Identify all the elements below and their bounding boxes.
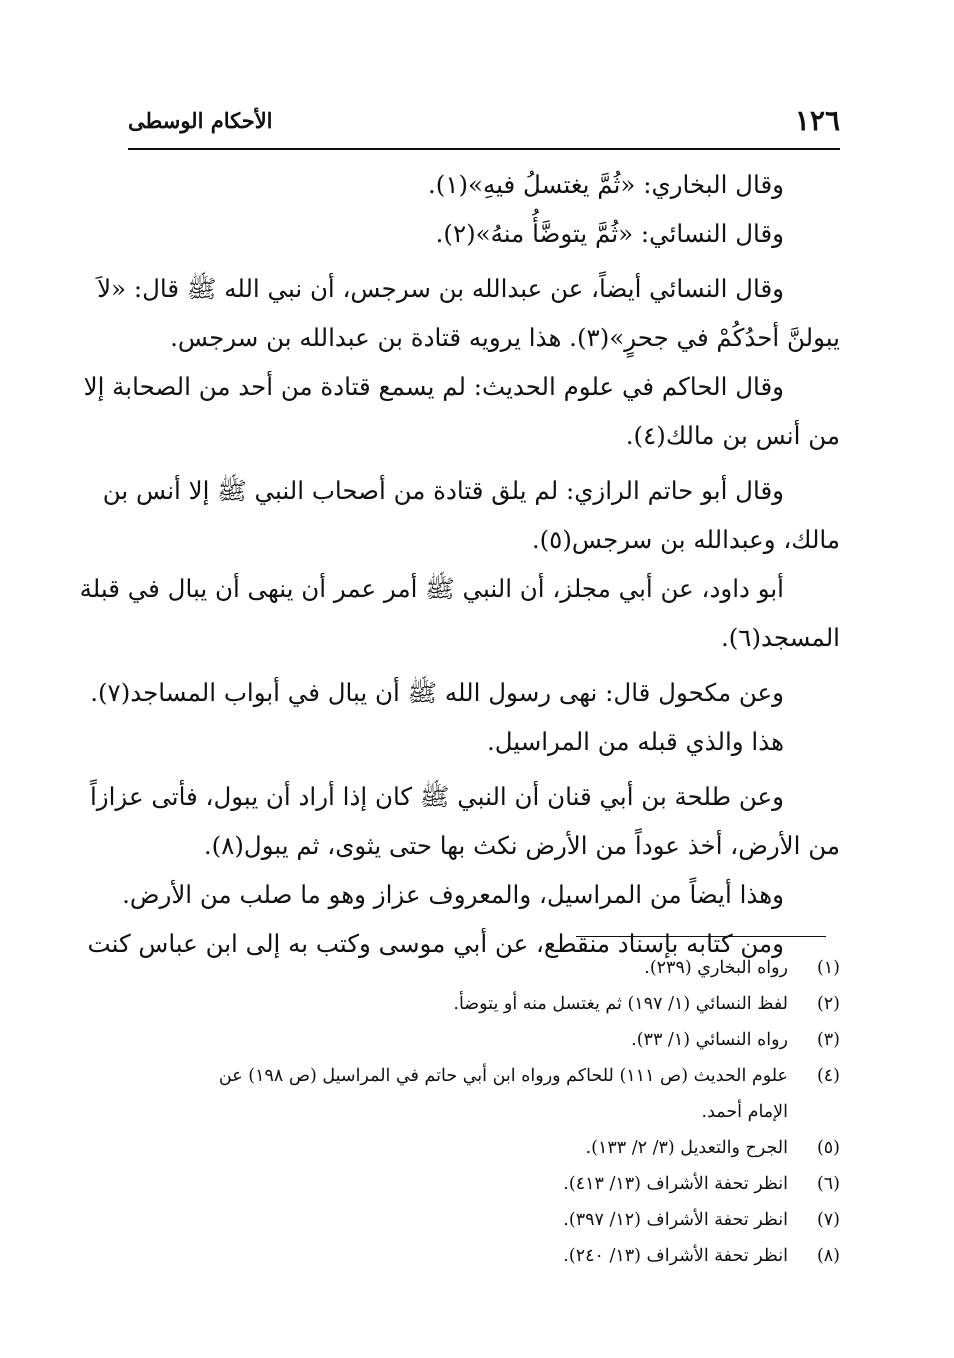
footnote: [128, 1238, 840, 1274]
footnote-text: رواه النسائي (١/ ٣٣).: [631, 1030, 788, 1050]
footnote-text: انظر تحفة الأشراف (١٢/ ٣٩٧).: [563, 1210, 788, 1230]
footnote-text: الجرح والتعديل (٣/ ٢/ ١٣٣).: [585, 1138, 788, 1158]
text-line: وعن طلحة بن أبي قنان أن النبي ﷺ كان إذا أراد أن يبول، فأتى عزازاً: [89, 782, 784, 811]
text-line: هذا والذي قبله من المراسيل.: [486, 727, 784, 756]
footnote-number: (٨): [816, 1246, 840, 1266]
footnote-number: (٦): [816, 1174, 840, 1194]
footnote: [128, 1058, 840, 1094]
footnote-number: (٤): [816, 1066, 840, 1086]
footnote-text: انظر تحفة الأشراف (١٣/ ٢٤٠).: [563, 1246, 788, 1266]
footnote: [128, 950, 840, 986]
text-line: من الأرض، أخذ عوداً من الأرض نكث بها حتى يثوى، ثم يبول(٨).: [203, 831, 840, 860]
text-line: مالك، وعبدالله بن سرجس(٥).: [531, 525, 840, 554]
footnote-continuation: الإمام أحمد.: [701, 1102, 788, 1122]
footnote: [128, 1166, 840, 1202]
footnote-text: رواه البخاري (٢٣٩).: [644, 958, 788, 978]
page-number: ١٢٦: [794, 104, 840, 137]
running-title: الأحكام الوسطى: [128, 108, 273, 133]
text-line: وقال النسائي: «ثُمَّ يتوضَّأُ منهُ»(٢).: [435, 219, 784, 248]
footnote-number: (٣): [816, 1030, 840, 1050]
footnote: [128, 1202, 840, 1238]
text-line: أبو داود، عن أبي مجلز، أن النبي ﷺ أمر عمر أن ينهى أن يبال في قبلة: [79, 574, 784, 603]
footnote-number: (٥): [816, 1138, 840, 1158]
text-line: وقال الحاكم في علوم الحديث: لم يسمع قتادة من أحد من الصحابة إلا: [83, 372, 784, 401]
footnote-number: (٧): [816, 1210, 840, 1230]
text-line: وقال البخاري: «ثُمَّ يغتسلُ فيهِ»(١).: [427, 170, 784, 199]
footnotes: [128, 950, 840, 1274]
page-header: [128, 102, 840, 150]
footnote: [128, 986, 840, 1022]
text-line: ومن كتابه بإسناد منقطع، عن أبي موسى وكتب به إلى ابن عباس كنت: [87, 929, 784, 958]
footnote-divider: [576, 936, 826, 937]
text-line: وهذا أيضاً من المراسيل، والمعروف عزاز وهو ما صلب من الأرض.: [122, 880, 784, 909]
text-line: يبولنَّ أحدُكُمْ في جحرٍ»(٣). هذا يرويه قتادة بن عبدالله بن سرجس.: [170, 323, 840, 352]
footnote-text: انظر تحفة الأشراف (١٣/ ٤١٣).: [563, 1174, 788, 1194]
text-line: المسجد(٦).: [720, 623, 840, 652]
footnote-number: (١): [816, 958, 840, 978]
footnote: [128, 1130, 840, 1166]
footnote-text: علوم الحديث (ص ١١١) للحاكم ورواه ابن أبي حاتم في المراسيل (ص ١٩٨) عن: [218, 1066, 788, 1086]
main-text: [79, 160, 840, 968]
footnote: [128, 1022, 840, 1058]
footnote-number: (٢): [816, 994, 840, 1014]
text-line: من أنس بن مالك(٤).: [625, 421, 840, 450]
text-line: وقال النسائي أيضاً، عن عبدالله بن سرجس، أن نبي الله ﷺ قال: «لاَ: [97, 274, 784, 303]
text-line: وقال أبو حاتم الرازي: لم يلق قتادة من أصحاب النبي ﷺ إلا أنس بن: [102, 476, 784, 505]
footnote-text: لفظ النسائي (١/ ١٩٧) ثم يغتسل منه أو يتوضأ.: [453, 994, 788, 1014]
text-line: وعن مكحول قال: نهى رسول الله ﷺ أن يبال في أبواب المساجد(٧).: [90, 678, 784, 707]
